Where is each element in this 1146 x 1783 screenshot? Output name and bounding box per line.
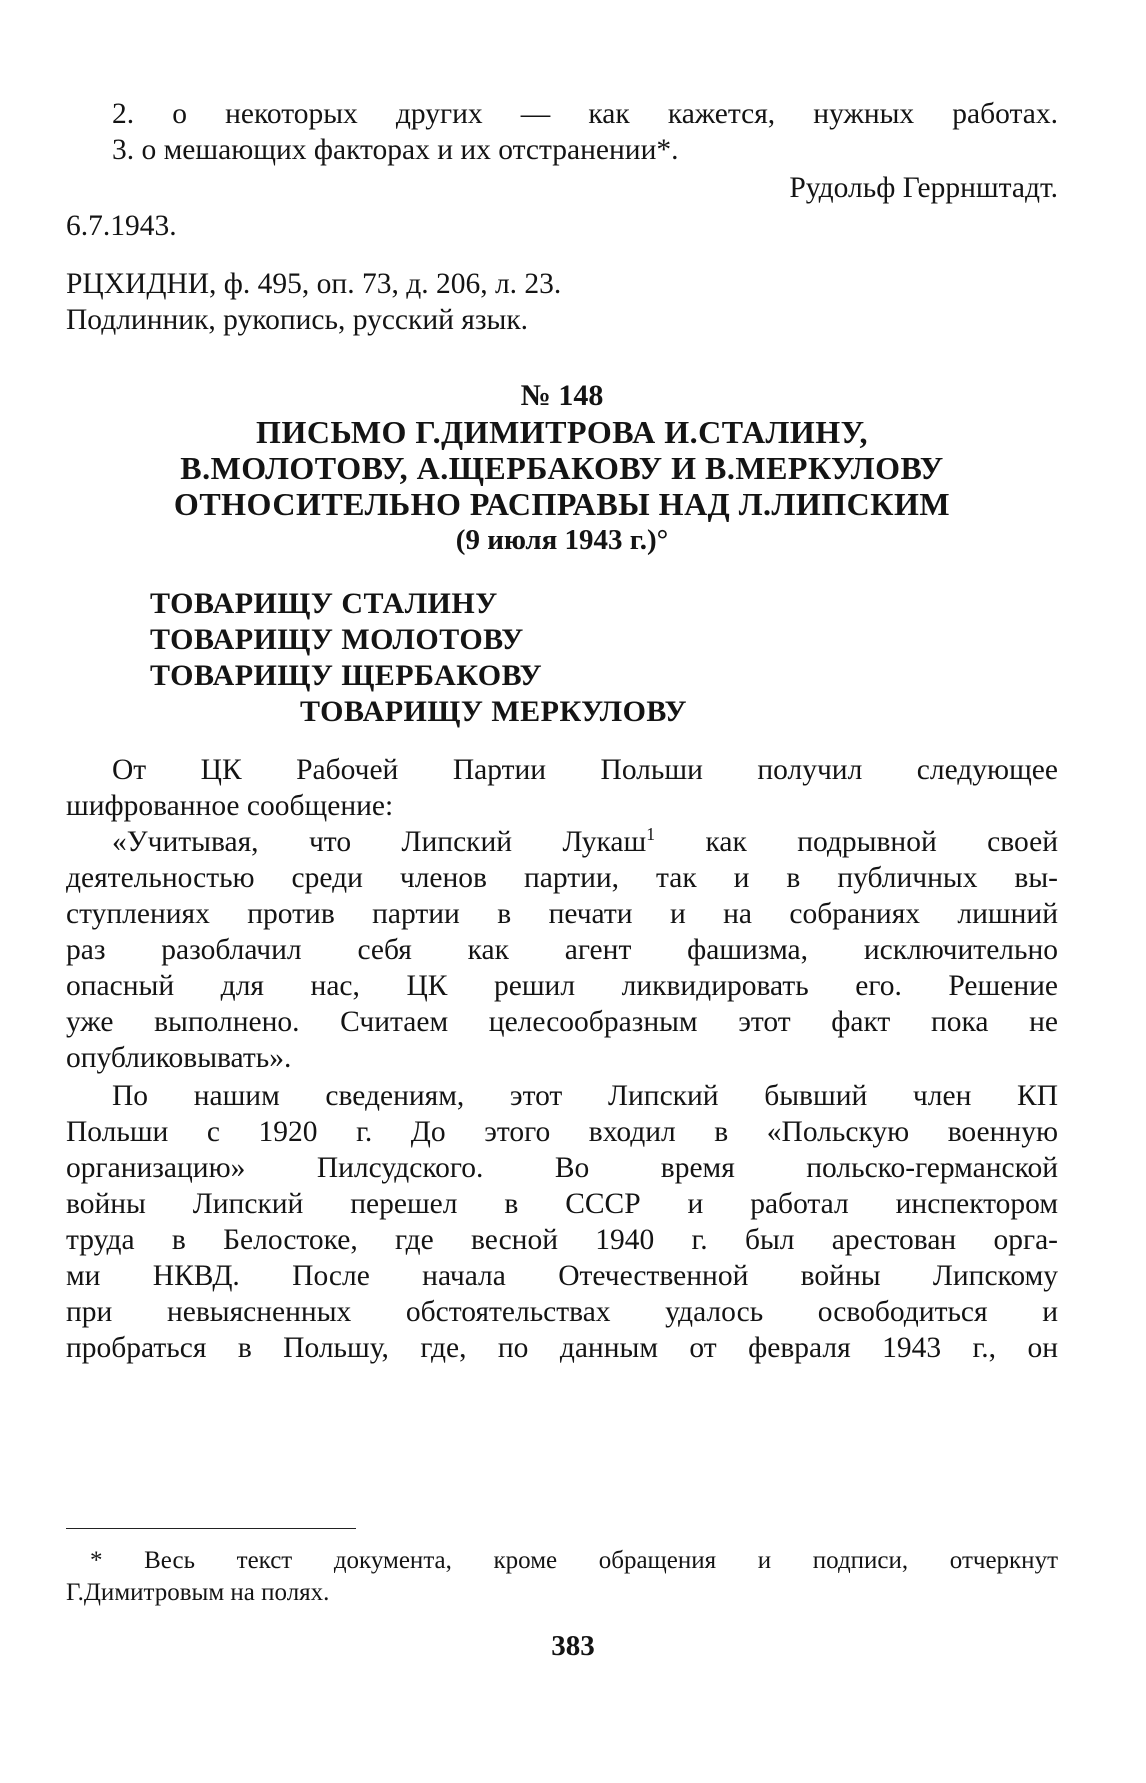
quote-line: опасный для нас, ЦК решил ликвидировать его. Решение (66, 970, 1058, 1002)
title-line: ПИСЬМО Г.ДИМИТРОВА И.СТАЛИНУ, (256, 414, 868, 450)
list-item-3: 3. о мешающих факторах и их отстранении*. (112, 134, 679, 166)
body-line: войны Липский перешел в СССР и работал инспектором (66, 1188, 1058, 1220)
quote-line: уже выполнено. Считаем целесообразным этот факт пока не (66, 1006, 1058, 1038)
body-line: труда в Белостоке, где весной 1940 г. был арестован орга- (66, 1224, 1058, 1256)
addressee: ТОВАРИЩУ МЕРКУЛОВУ (300, 695, 688, 728)
quote-line: ступлениях против партии в печати и на собраниях лишний (66, 898, 1058, 930)
footnote-divider (66, 1528, 356, 1529)
signature: Рудольф Геррнштадт. (789, 172, 1058, 204)
list-item-2: 2. о некоторых других — как кажется, нужных работах. (112, 98, 1058, 130)
page-number: 383 (551, 1630, 595, 1662)
quote-line: раз разоблачил себя как агент фашизма, исключительно (66, 934, 1058, 966)
body-line: шифрованное сообщение: (66, 790, 394, 822)
body-line: ми НКВД. После начала Отечественной войны Липскому (66, 1260, 1058, 1292)
quote-line: деятельностью среди членов партии, так и в публичных вы- (66, 862, 1058, 894)
archive-reference: РЦХИДНИ, ф. 495, оп. 73, д. 206, л. 23. (66, 268, 562, 300)
quote-text-a: «Учитывая, что Липский Лукаш (112, 826, 647, 858)
body-line: организацию» Пилсудского. Во время польско-германской (66, 1152, 1058, 1184)
quote-text-b: как подрывной своей (655, 826, 1058, 858)
title-line: В.МОЛОТОВУ, А.ЩЕРБАКОВУ И В.МЕРКУЛОВУ (180, 450, 944, 486)
addressee: ТОВАРИЩУ МОЛОТОВУ (150, 623, 524, 656)
body-line: По нашим сведениям, этот Липский бывший член КП (112, 1080, 1058, 1112)
document-number: № 148 (520, 379, 604, 412)
footnote-line: * Весь текст документа, кроме обращения и подписи, отчеркнут (90, 1547, 1058, 1574)
addressee: ТОВАРИЩУ СТАЛИНУ (150, 587, 498, 620)
body-line: при невыясненных обстоятельствах удалось освободиться и (66, 1296, 1058, 1328)
quote-line-first (112, 824, 1058, 860)
quote-line: опубликовывать». (66, 1042, 292, 1074)
addressee: ТОВАРИЩУ ЩЕРБАКОВУ (150, 659, 543, 692)
body-line: Польши с 1920 г. До этого входил в «Польскую военную (66, 1116, 1058, 1148)
document-date: (9 июля 1943 г.)° (455, 524, 669, 556)
archive-note: Подлинник, рукопись, русский язык. (66, 304, 529, 336)
footnote-ref-1: 1 (646, 824, 656, 845)
letter-date: 6.7.1943. (66, 210, 177, 242)
body-line: От ЦК Рабочей Партии Польши получил следующее (112, 754, 1058, 786)
title-line: ОТНОСИТЕЛЬНО РАСПРАВЫ НАД Л.ЛИПСКИМ (173, 486, 951, 522)
footnote-line: Г.Димитровым на полях. (66, 1579, 330, 1606)
body-line: пробраться в Польшу, где, по данным от февраля 1943 г., он (66, 1332, 1058, 1364)
